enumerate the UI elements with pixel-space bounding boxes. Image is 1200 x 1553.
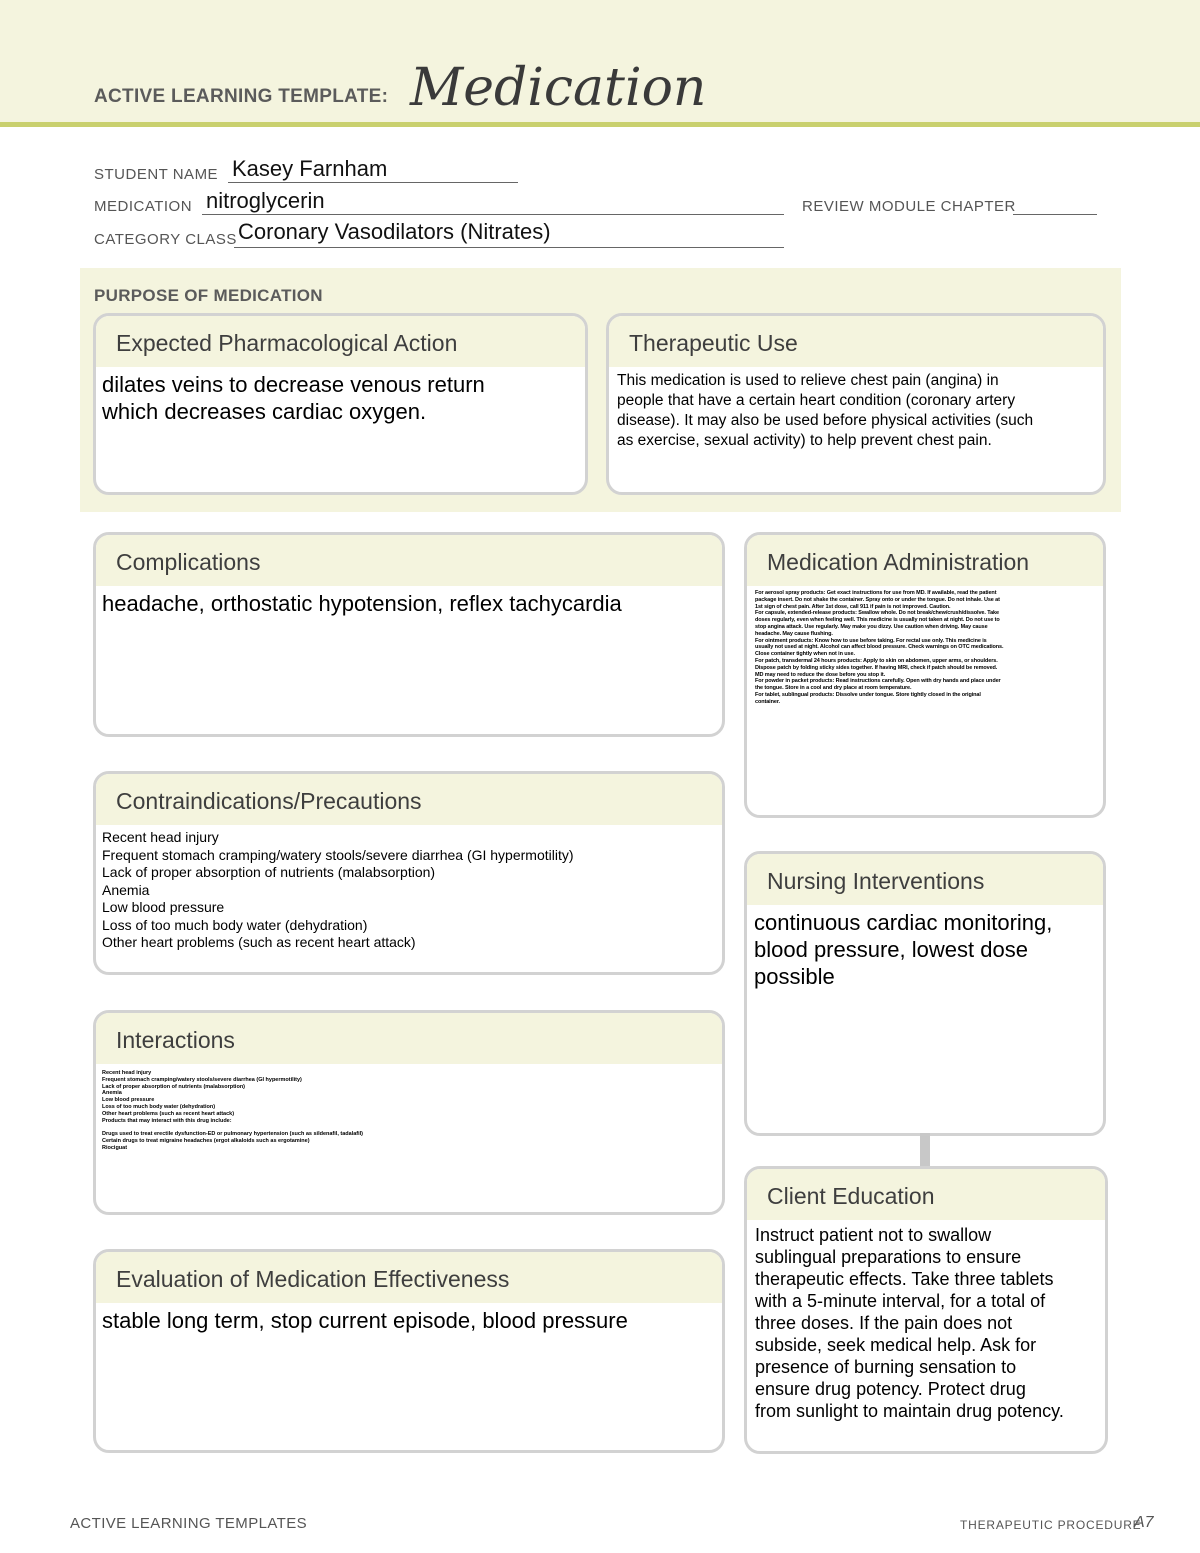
text-line: as exercise, sexual activity) to help prevent chest pain. xyxy=(617,432,992,449)
expected-action-box xyxy=(93,313,588,495)
text-line: Low blood pressure xyxy=(102,1097,155,1104)
contraindications-header xyxy=(96,774,722,825)
nursing-interventions-text[interactable] xyxy=(747,905,1103,990)
page-title: Medication xyxy=(410,58,707,118)
interactions-title: Interactions xyxy=(116,1027,235,1053)
text-line: three doses. If the pain does not xyxy=(755,1313,1013,1333)
contraindications-title: Contraindications/Precautions xyxy=(116,788,422,814)
text-line: For ointment products: Know how to use before taking. For rectal use only. This medicine is xyxy=(755,637,987,644)
contraindications-text[interactable] xyxy=(96,825,722,952)
therapeutic-use-title: Therapeutic Use xyxy=(629,330,798,356)
medication-underline xyxy=(202,214,784,215)
text-line: which decreases cardiac oxygen. xyxy=(102,399,427,424)
text-line: continuous cardiac monitoring, xyxy=(754,910,1053,935)
text-line: This medication is used to relieve chest pain (angina) in xyxy=(617,372,999,389)
text-line: dilates veins to decrease venous return xyxy=(102,372,485,397)
evaluation-header xyxy=(96,1252,722,1303)
expected-action-title: Expected Pharmacological Action xyxy=(116,330,458,356)
text-line: presence of burning sensation to xyxy=(755,1357,1017,1377)
text-line: Products that may interact with this drug include: xyxy=(102,1117,232,1124)
text-line: Recent head injury xyxy=(102,1070,152,1076)
client-education-box xyxy=(744,1166,1108,1454)
text-line: For powder in packet products: Read instructions carefully. Open with dry hands and place under xyxy=(755,678,1001,685)
text-line: usually not used at night. Alcohol can affect blood pressure. Check warnings on OTC medications. xyxy=(755,644,1004,651)
footer-right: THERAPEUTIC PROCEDURE xyxy=(960,1518,1142,1532)
complications-text[interactable] xyxy=(96,586,722,617)
interactions-header xyxy=(96,1013,722,1064)
interactions-text[interactable] xyxy=(96,1064,722,1152)
therapeutic-use-box xyxy=(606,313,1106,495)
client-education-text[interactable] xyxy=(747,1220,1105,1422)
text-line: subside, seek medical help. Ask for xyxy=(755,1335,1037,1355)
text-line: MD may need to reduce the dose before you stop it. xyxy=(755,671,886,678)
student-name-underline xyxy=(228,182,518,183)
therapeutic-use-text[interactable] xyxy=(609,367,1103,451)
medication-field[interactable]: nitroglycerin xyxy=(206,188,325,213)
text-line: For aerosol spray products: Get exact instructions for use from MD. If available, read the patient xyxy=(755,590,997,596)
text-line: Dispose patch by folding sticky sides together. If having MRI, check if patch should be removed. xyxy=(755,664,998,671)
text-line: Anemia xyxy=(102,1090,122,1097)
text-line: ensure drug potency. Protect drug xyxy=(755,1379,1026,1399)
evaluation-box xyxy=(93,1249,725,1453)
text-line: Riociguat xyxy=(102,1144,128,1151)
text-line: therapeutic effects. Take three tablets xyxy=(755,1269,1054,1289)
text-line: For tablet, sublingual products: Dissolve under tongue. Store tightly closed in the original xyxy=(755,691,981,698)
text-line xyxy=(102,1124,716,1131)
text-line: Loss of too much body water (dehydration) xyxy=(102,1103,216,1110)
category-class-label: CATEGORY CLASS xyxy=(94,231,237,248)
text-line: with a 5-minute interval, for a total of xyxy=(755,1291,1046,1311)
text-line: For capsule, extended-release products: Swallow whole. Do not break/chew/crush/dissolve. Take xyxy=(755,610,999,617)
student-name-field[interactable]: Kasey Farnham xyxy=(232,156,388,181)
text-line: possible xyxy=(754,964,835,989)
evaluation-text[interactable] xyxy=(96,1303,722,1334)
text-line: For patch, transdermal 24 hours products: Apply to skin on abdomen, upper arms, or shoulders. xyxy=(755,657,998,664)
expected-action-header xyxy=(96,316,585,367)
box-connector xyxy=(920,1133,930,1168)
text-line: headache. May cause flushing. xyxy=(755,630,833,637)
text-line: Close container tightly when not in use. xyxy=(755,651,855,658)
nursing-interventions-box xyxy=(744,851,1106,1136)
evaluation-title: Evaluation of Medication Effectiveness xyxy=(116,1266,510,1292)
text-line: Drugs used to treat erectile dysfunction-ED or pulmonary hypertension (such as sildenafil, tadalafil) xyxy=(102,1131,363,1138)
therapeutic-use-header xyxy=(609,316,1103,367)
text-line: headache, orthostatic hypotension, reflex tachycardia xyxy=(102,591,622,616)
header-divider xyxy=(0,122,1200,127)
text-line: Lack of proper absorption of nutrients (malabsorption) xyxy=(102,1083,246,1090)
medication-label: MEDICATION xyxy=(94,198,193,215)
expected-action-text[interactable] xyxy=(96,367,585,425)
student-name-label: STUDENT NAME xyxy=(94,166,219,183)
text-line: people that have a certain heart condition (coronary artery xyxy=(617,392,1016,409)
interactions-box xyxy=(93,1010,725,1215)
page-number: A7 xyxy=(1134,1514,1154,1531)
text-line: Anemia xyxy=(102,881,150,898)
nursing-interventions-title: Nursing Interventions xyxy=(767,868,985,894)
footer-left: ACTIVE LEARNING TEMPLATES xyxy=(70,1515,307,1532)
complications-title: Complications xyxy=(116,549,261,575)
review-module-underline xyxy=(1013,214,1097,215)
text-line: Recent head injury xyxy=(102,829,219,845)
client-education-header xyxy=(747,1169,1105,1220)
text-line: package insert. Do not shake the container. Spray onto or under the tongue. Do not inhale. Use at xyxy=(755,596,1000,603)
medication-administration-header xyxy=(747,535,1103,586)
text-line: blood pressure, lowest dose xyxy=(754,937,1028,962)
text-line: Loss of too much body water (dehydration) xyxy=(102,916,368,933)
purpose-title: PURPOSE OF MEDICATION xyxy=(94,286,323,305)
category-class-underline xyxy=(234,247,784,248)
medication-administration-box xyxy=(744,532,1106,818)
text-line: sublingual preparations to ensure xyxy=(755,1247,1022,1267)
text-line: stable long term, stop current episode, blood pressure xyxy=(102,1308,628,1333)
client-education-title: Client Education xyxy=(767,1183,935,1209)
text-line: Frequent stomach cramping/watery stools/severe diarrhea (GI hypermotility) xyxy=(102,846,574,863)
text-line: Certain drugs to treat migraine headaches (ergot alkaloids such as ergotamine) xyxy=(102,1137,310,1144)
text-line: Instruct patient not to swallow xyxy=(755,1225,992,1245)
text-line: from sunlight to maintain drug potency. xyxy=(755,1401,1064,1421)
category-class-field[interactable]: Coronary Vasodilators (Nitrates) xyxy=(238,219,551,244)
nursing-interventions-header xyxy=(747,854,1103,905)
text-line: 1st sign of chest pain. After 1st dose, call 911 if pain is not improved. Caution. xyxy=(755,603,951,610)
medication-administration-text[interactable] xyxy=(747,586,1103,706)
review-module-label: REVIEW MODULE CHAPTER xyxy=(802,198,1016,215)
text-line: doses regularly, even when feeling well. This medicine is usually not taken at night. Do not use to xyxy=(755,617,1000,624)
contraindications-box xyxy=(93,771,725,975)
text-line: stop angina attack. Use regularly. May make you dizzy. Use caution when driving. May cause xyxy=(755,623,988,630)
text-line: Frequent stomach cramping/watery stools/severe diarrhea (GI hypermotility) xyxy=(102,1076,302,1083)
complications-box xyxy=(93,532,725,737)
medication-administration-title: Medication Administration xyxy=(767,549,1030,575)
text-line: the tongue. Store in a cool and dry place at room temperature. xyxy=(755,685,912,692)
template-label: ACTIVE LEARNING TEMPLATE: xyxy=(94,86,389,107)
text-line: Other heart problems (such as recent heart attack) xyxy=(102,934,416,950)
text-line: Low blood pressure xyxy=(102,899,225,915)
text-line: Lack of proper absorption of nutrients (malabsorption) xyxy=(102,864,436,880)
text-line: Other heart problems (such as recent heart attack) xyxy=(102,1110,235,1117)
complications-header xyxy=(96,535,722,586)
text-line: disease). It may also be used before physical activities (such xyxy=(617,412,1034,429)
text-line: container. xyxy=(755,698,780,705)
